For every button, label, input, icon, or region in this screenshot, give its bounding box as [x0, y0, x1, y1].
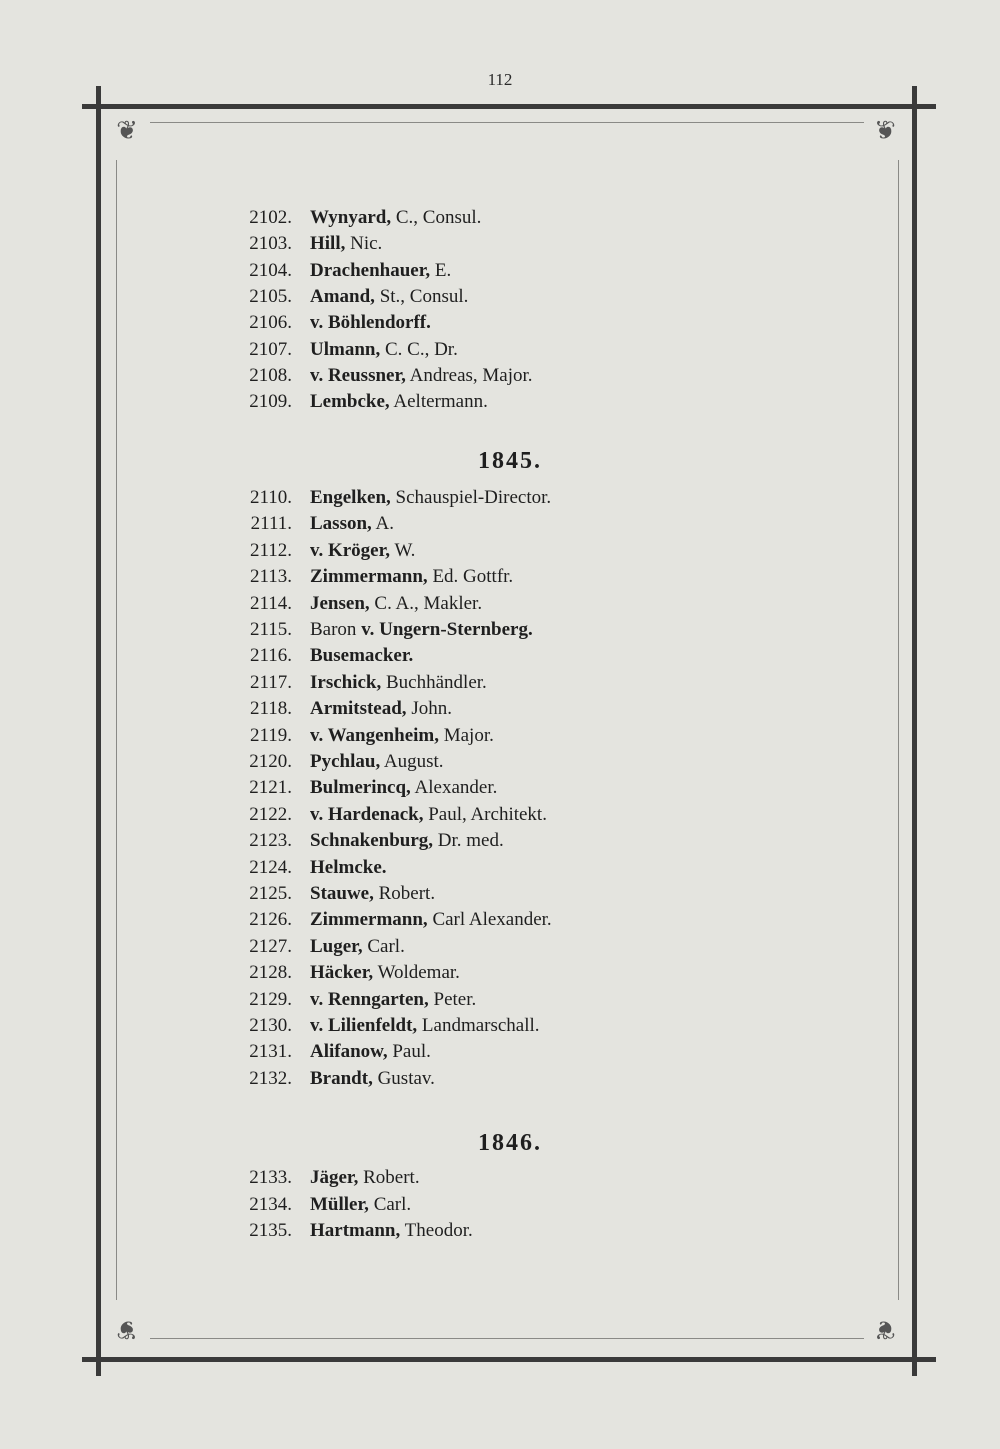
list-item — [230, 907, 552, 933]
entry-number: 2131. — [249, 1041, 292, 1063]
page-number: 112 — [487, 70, 513, 89]
entry-details: John. — [406, 698, 452, 720]
list-item — [230, 485, 551, 511]
entry-prefix: Baron — [310, 619, 362, 640]
entry-number: 2115. — [249, 619, 292, 640]
entry-number: 2109. — [249, 391, 292, 413]
entry-details: C. C., Dr. — [380, 338, 458, 360]
entry-number: 2135. — [249, 1220, 292, 1241]
list-item — [230, 934, 405, 960]
list-item — [230, 284, 468, 310]
entry-surname: v. Wangenheim, — [310, 724, 439, 746]
list-item — [230, 670, 487, 696]
entry-number: 2129. — [249, 988, 292, 1010]
entry-details: Paul, Architekt. — [423, 803, 547, 825]
list-item — [230, 749, 444, 775]
entry-details: Paul. — [387, 1041, 431, 1063]
entry-number: 2113. — [249, 566, 292, 588]
list-item — [230, 643, 413, 669]
entry-surname: Stauwe, — [310, 883, 374, 904]
entry-surname: Zimmermann, — [310, 566, 428, 588]
entry-number: 2132. — [249, 1067, 292, 1089]
entry-details: St., Consul. — [374, 285, 469, 307]
corner-ornament-icon: ❦ — [116, 1315, 138, 1344]
list-item — [230, 828, 504, 854]
list-item — [230, 389, 488, 415]
entry-details: Buchhändler. — [381, 671, 487, 693]
entry-number: 2125. — [249, 883, 292, 904]
entry-number: 2107. — [249, 338, 292, 360]
entry-surname: v. Böhlendorff. — [310, 312, 431, 334]
list-item — [230, 1013, 540, 1039]
list-item — [230, 591, 482, 617]
entry-surname: Häcker, — [310, 962, 374, 984]
entry-surname: Helmcke. — [310, 856, 387, 878]
list-item — [230, 205, 481, 231]
list-item — [230, 511, 394, 537]
corner-ornament-icon: ❦ — [116, 116, 138, 145]
list-item — [230, 617, 533, 643]
list-item — [230, 1192, 411, 1218]
entry-surname: Jäger, — [310, 1167, 359, 1188]
entry-surname: Lasson, — [310, 513, 372, 535]
entry-details: Schauspiel-Director. — [390, 487, 552, 508]
list-item — [230, 363, 533, 389]
entry-surname: Brandt, — [310, 1067, 373, 1089]
list-item — [230, 987, 476, 1013]
entry-surname: Alifanow, — [310, 1041, 388, 1063]
entry-number: 2119. — [249, 724, 292, 746]
list-item — [230, 855, 387, 881]
entry-details: Peter. — [428, 988, 477, 1010]
entry-details: Dr. med. — [433, 830, 504, 852]
entry-number: 2122. — [249, 803, 292, 825]
entry-number: 2134. — [249, 1193, 292, 1215]
entry-details: Alexander. — [410, 777, 498, 799]
entry-surname: Schnakenburg, — [310, 830, 434, 852]
entry-surname: Armitstead, — [310, 698, 407, 720]
entry-number: 2110. — [249, 487, 292, 508]
entry-number: 2116. — [249, 645, 292, 667]
entry-number: 2120. — [249, 751, 292, 772]
entry-surname: Busemacker. — [310, 645, 414, 667]
entry-surname: Zimmermann, — [310, 909, 428, 931]
entry-surname: v. Reussner, — [310, 364, 406, 386]
list-item — [230, 564, 513, 590]
entry-number: 2123. — [249, 830, 292, 852]
entry-surname: Hartmann, — [310, 1220, 401, 1241]
list-item — [230, 775, 497, 801]
entry-details: Nic. — [345, 233, 383, 255]
entry-surname: Hill, — [310, 233, 346, 255]
list-item — [230, 231, 382, 257]
entry-number: 2117. — [249, 671, 292, 693]
entry-surname: Jensen, — [310, 592, 370, 614]
entry-details: W. — [390, 539, 416, 561]
entry-surname: Drachenhauer, — [310, 259, 431, 281]
entry-surname: Bulmerincq, — [310, 777, 411, 799]
corner-ornament-icon: ❦ — [874, 1315, 896, 1344]
entry-details: E. — [430, 259, 452, 281]
entry-number: 2104. — [249, 259, 292, 281]
entry-surname: Wynyard, — [310, 207, 392, 228]
entry-details: Robert. — [373, 883, 436, 904]
list-item — [230, 1066, 435, 1092]
entry-details: A. — [371, 513, 394, 535]
entry-details: Andreas, Major. — [405, 364, 533, 386]
entry-number: 2105. — [249, 285, 292, 307]
entry-details: Gustav. — [372, 1067, 435, 1089]
entry-details: Carl. — [362, 935, 405, 957]
entry-details: C., Consul. — [391, 207, 482, 228]
entry-surname: Amand, — [310, 285, 375, 307]
year-heading-1846: 1846. — [478, 1130, 542, 1156]
entry-surname: Irschick, — [310, 671, 382, 693]
entry-number: 2114. — [249, 592, 292, 614]
entry-details: Carl. — [368, 1193, 412, 1215]
list-item — [230, 802, 547, 828]
entry-surname: Müller, — [310, 1193, 369, 1215]
corner-ornament-icon: ❦ — [874, 116, 896, 145]
list-item — [230, 1218, 473, 1244]
entry-details: August. — [380, 751, 444, 772]
entry-surname: Lembcke, — [310, 391, 390, 413]
entry-details: Robert. — [358, 1167, 420, 1188]
list-item — [230, 258, 451, 284]
entry-number: 2111. — [250, 513, 292, 535]
entry-surname: Luger, — [310, 935, 363, 957]
list-item — [230, 696, 452, 722]
entry-surname: v. Lilienfeldt, — [310, 1015, 418, 1036]
entry-number: 2106. — [249, 312, 292, 334]
list-item — [230, 538, 415, 564]
entry-details: Landmarschall. — [417, 1015, 540, 1036]
entry-details: Carl Alexander. — [427, 909, 552, 931]
list-item — [230, 723, 494, 749]
entry-surname: v. Ungern-Sternberg. — [361, 619, 533, 640]
entry-surname: Ulmann, — [310, 338, 381, 360]
list-item — [230, 960, 460, 986]
entry-number: 2121. — [249, 777, 292, 799]
entry-number: 2126. — [249, 909, 292, 931]
entry-number: 2133. — [249, 1167, 292, 1188]
entry-surname: v. Renngarten, — [310, 988, 429, 1010]
entry-number: 2127. — [249, 935, 292, 957]
entry-details: Theodor. — [400, 1220, 473, 1241]
year-heading-1845: 1845. — [478, 448, 542, 474]
entry-number: 2112. — [249, 539, 292, 561]
entry-surname: Pychlau, — [310, 751, 381, 772]
entry-number: 2128. — [249, 962, 292, 984]
entry-details: Ed. Gottfr. — [427, 566, 514, 588]
entry-details: Woldemar. — [373, 962, 460, 984]
entry-number: 2103. — [249, 233, 292, 255]
list-item — [230, 1039, 431, 1065]
entry-number: 2118. — [249, 698, 292, 720]
list-item — [230, 1165, 420, 1191]
entry-number: 2102. — [249, 207, 292, 228]
entry-details: Major. — [438, 724, 494, 746]
entry-number: 2124. — [249, 856, 292, 878]
entry-number: 2130. — [249, 1015, 292, 1036]
list-item — [230, 310, 431, 336]
entry-surname: v. Hardenack, — [310, 803, 424, 825]
entry-surname: Engelken, — [310, 487, 391, 508]
list-item — [230, 881, 435, 907]
entry-details: Aeltermann. — [389, 391, 488, 413]
entry-details: C. A., Makler. — [369, 592, 483, 614]
entry-number: 2108. — [249, 364, 292, 386]
list-item — [230, 337, 458, 363]
entry-surname: v. Kröger, — [310, 539, 391, 561]
